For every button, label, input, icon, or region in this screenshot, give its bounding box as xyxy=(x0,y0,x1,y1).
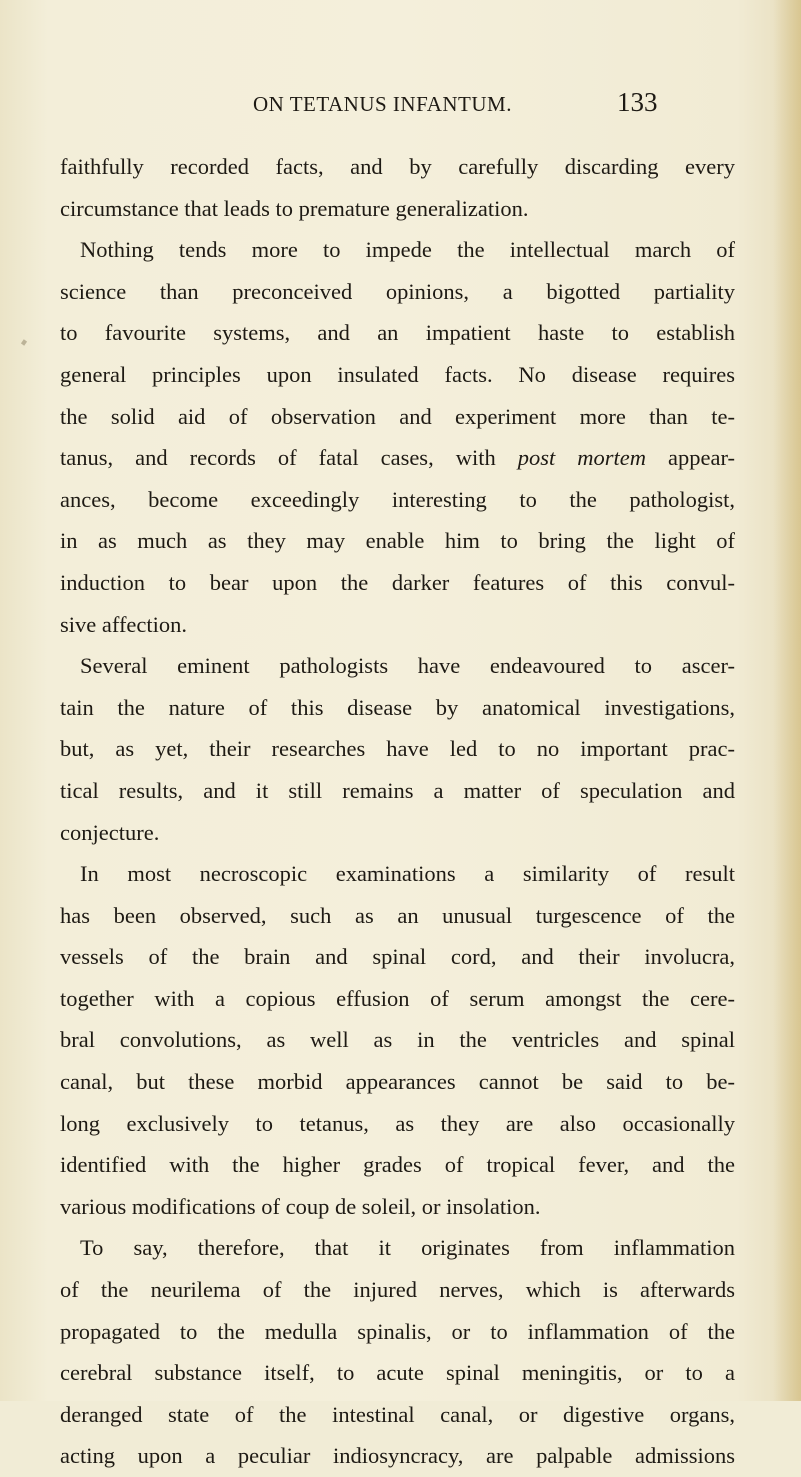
paragraph-start-line: In most necroscopic examinations a similarity of result xyxy=(80,861,735,887)
paragraph-start-line: Nothing tends more to impede the intellectual march of xyxy=(80,237,735,263)
text-line: ances, become exceedingly interesting to the pathologist, xyxy=(60,486,735,512)
text-line: long exclusively to tetanus, as they are also occasionally xyxy=(60,1110,735,1136)
text-line: in as much as they may enable him to bring the light of xyxy=(60,528,735,554)
text-line: of the neurilema of the injured nerves, which is afterwards xyxy=(60,1277,735,1303)
text-line: sive affection. xyxy=(60,611,188,637)
italic-phrase: post mortem xyxy=(517,445,646,471)
page-number: 133 xyxy=(617,87,658,117)
body-text xyxy=(60,146,735,1477)
text-line xyxy=(60,437,735,479)
text-line: bral convolutions, as well as in the ventricles and spinal xyxy=(60,1027,735,1053)
text-line: canal, but these morbid appearances cannot be said to be- xyxy=(60,1069,735,1095)
text-line: induction to bear upon the darker features of this convul- xyxy=(60,569,735,595)
page-header xyxy=(0,87,801,132)
text-line: circumstance that leads to premature generalization. xyxy=(60,195,529,221)
text-line: tical results, and it still remains a matter of speculation and xyxy=(60,777,735,803)
text-line: the solid aid of observation and experiment more than te- xyxy=(60,403,735,429)
text-segment: appear- xyxy=(645,445,735,471)
page-edge-shading xyxy=(773,0,801,1401)
text-line: propagated to the medulla spinalis, or to inflammation of the xyxy=(60,1318,735,1344)
text-line: has been observed, such as an unusual turgescence of the xyxy=(60,902,735,928)
running-title: ON TETANUS INFANTUM. xyxy=(253,92,512,116)
text-line: together with a copious effusion of serum amongst the cere- xyxy=(60,985,735,1011)
text-segment: tanus, and records of fatal cases, with xyxy=(60,445,518,471)
text-line: cerebral substance itself, to acute spinal meningitis, or to a xyxy=(60,1360,735,1386)
paragraph-start-line: To say, therefore, that it originates from inflammation xyxy=(80,1235,735,1261)
text-line: vessels of the brain and spinal cord, and their involucra, xyxy=(60,944,735,970)
text-line: but, as yet, their researches have led to no important prac- xyxy=(60,736,735,762)
paragraph-start-line: Several eminent pathologists have endeavoured to ascer- xyxy=(80,653,735,679)
text-line: deranged state of the intestinal canal, or digestive organs, xyxy=(60,1401,735,1427)
text-line: acting upon a peculiar indiosyncracy, are palpable admissions xyxy=(60,1443,735,1469)
text-line: conjecture. xyxy=(60,819,160,845)
text-line: to favourite systems, and an impatient haste to establish xyxy=(60,320,735,346)
text-line: science than preconceived opinions, a bigotted partiality xyxy=(60,278,735,304)
text-line: general principles upon insulated facts. No disease requires xyxy=(60,361,735,387)
text-line: identified with the higher grades of tropical fever, and the xyxy=(60,1152,735,1178)
ink-speck xyxy=(21,339,27,345)
text-line: tain the nature of this disease by anatomical investigations, xyxy=(60,694,735,720)
text-line: various modifications of coup de soleil, or insolation. xyxy=(60,1193,541,1219)
text-line: faithfully recorded facts, and by carefully discarding every xyxy=(60,154,735,179)
